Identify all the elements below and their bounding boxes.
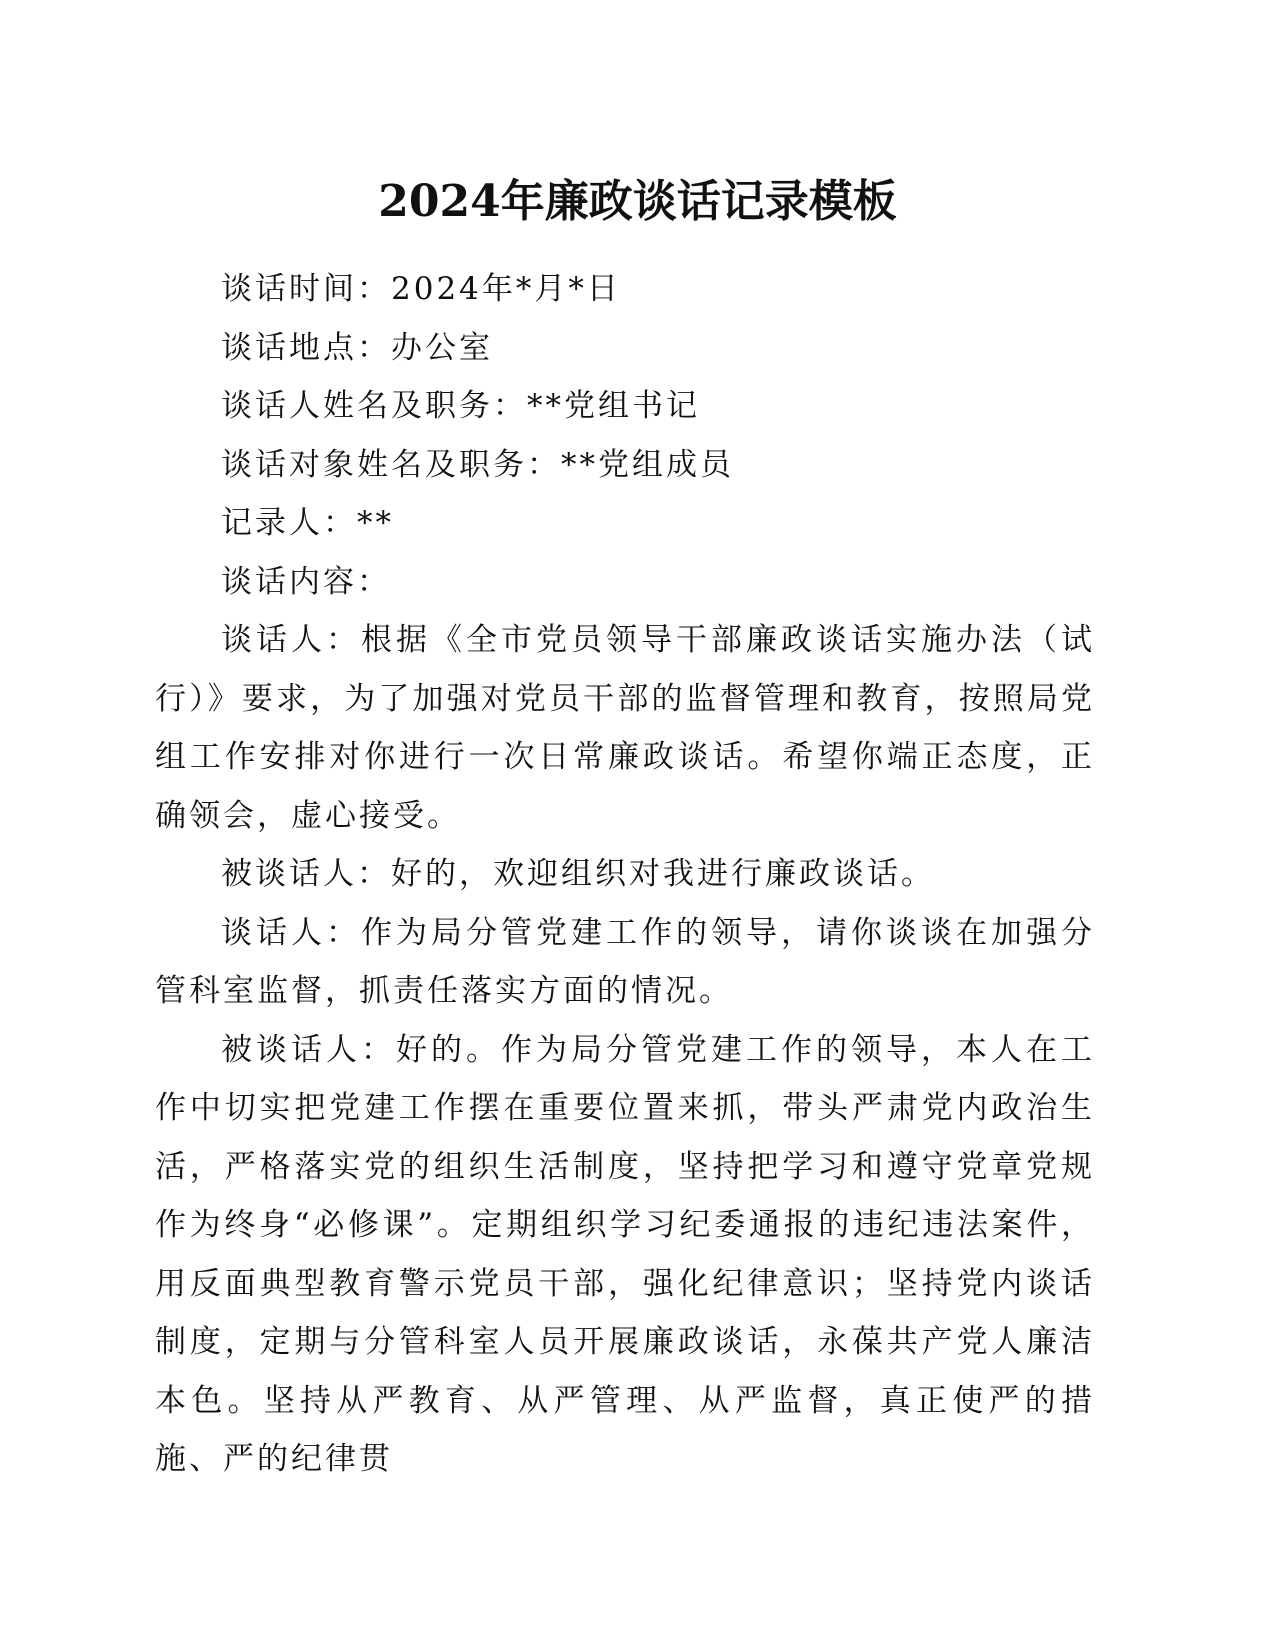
meta-recorder: 记录人：** (221, 505, 394, 541)
paragraph-talker-opening: 谈话人：根据《全市党员领导干部廉政谈话实施办法（试行）》要求，为了加强对党员干部的监督管理和教育，按照局党组工作安排对你进行一次日常廉政谈话。希望你端正态度，正确领会，虚心接受。 (155, 622, 1095, 834)
paragraph-target-response: 被谈话人：好的，欢迎组织对我进行廉政谈话。 (221, 856, 935, 892)
meta-talk-location: 谈话地点：办公室 (221, 329, 493, 366)
document-body (155, 260, 1095, 1489)
meta-content-heading: 谈话内容： (221, 563, 391, 600)
meta-talker: 谈话人姓名及职务：**党组书记 (221, 388, 700, 424)
paragraph-target-answer: 被谈话人：好的。作为局分管党建工作的领导，本人在工作中切实把党建工作摆在重要位置来抓，带头严肃党内政治生活，严格落实党的组织生活制度，坚持把学习和遵守党章党规作为终身“必修课”。定期组织学习纪委通报的违纪违法案件，用反面典型教育警示党员干部，强化纪律意识；坚持党内谈话制度，定期与分管科室人员开展廉政谈话，永葆共产党人廉洁本色。坚持从严教育、从严管理、从严监督，真正使严的措施、严的纪律贯 (155, 1031, 1095, 1477)
meta-talk-time: 谈话时间：2024年*月*日 (221, 271, 621, 307)
document-title: 2024年廉政谈话记录模板 (378, 176, 897, 227)
paragraph-talker-question: 谈话人：作为局分管党建工作的领导，请你谈谈在加强分管科室监督，抓责任落实方面的情况。 (155, 914, 1095, 1009)
meta-talk-target: 谈话对象姓名及职务：**党组成员 (221, 446, 734, 483)
